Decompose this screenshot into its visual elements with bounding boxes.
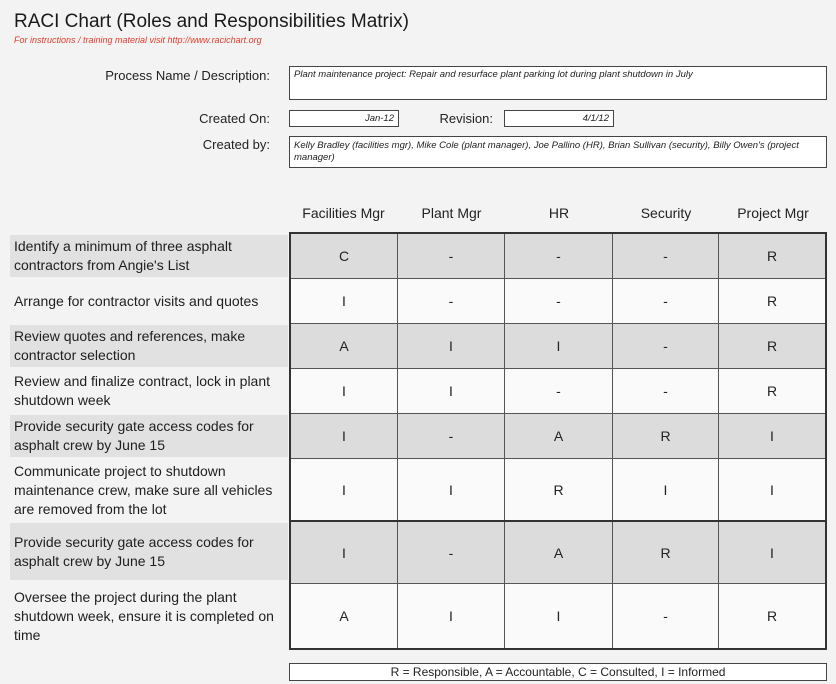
table-row [291, 522, 825, 584]
created-by-label: Created by: [202, 137, 270, 152]
raci-cell[interactable]: - [398, 414, 505, 458]
raci-cell[interactable]: R [766, 608, 778, 624]
created-by-field[interactable]: Kelly Bradley (facilities mgr), Mike Cole (plant manager), Joe Pallino (HR), Brian Sullivan (security), Billy Owen's (project manager) [289, 136, 827, 168]
task-label: Arrange for contractor visits and quotes [14, 292, 259, 309]
process-name-label: Process Name / Description: [105, 68, 270, 83]
table-row [291, 234, 825, 279]
raci-cell[interactable]: R [613, 414, 719, 458]
role-header-facilities: Facilities Mgr [302, 205, 385, 221]
raci-cell[interactable]: I [398, 459, 505, 520]
task-label: Review and finalize contract, lock in plant shutdown week [14, 373, 271, 408]
table-row [291, 459, 825, 522]
created-on-field[interactable]: Jan-12 [289, 110, 399, 127]
raci-cell[interactable]: - [398, 279, 505, 323]
raci-cell[interactable]: I [291, 279, 398, 323]
raci-cell[interactable]: - [505, 369, 613, 413]
raci-cell[interactable]: - [505, 279, 613, 323]
raci-cell[interactable]: I [770, 481, 774, 498]
task-label: Provide security gate access codes for asphalt crew by June 15 [10, 415, 288, 457]
task-label: Communicate project to shutdown maintenance crew, make sure all vehicles are removed from the lot [14, 462, 273, 517]
raci-cell[interactable]: - [613, 584, 719, 648]
role-header-plant: Plant Mgr [421, 205, 482, 221]
raci-cell[interactable]: - [398, 522, 505, 583]
task-label: Identify a minimum of three asphalt contractors from Angie's List [10, 235, 288, 277]
table-row [291, 324, 825, 369]
raci-cell[interactable]: R [505, 459, 613, 520]
table-row [291, 369, 825, 414]
raci-cell[interactable]: - [613, 369, 719, 413]
raci-legend: R = Responsible, A = Accountable, C = Consulted, I = Informed [289, 663, 827, 681]
raci-matrix [289, 232, 827, 650]
revision-label: Revision: [439, 111, 493, 126]
table-row [291, 414, 825, 459]
raci-cell[interactable]: R [766, 293, 778, 309]
raci-cell[interactable]: R [613, 522, 719, 583]
raci-cell[interactable]: R [766, 248, 778, 264]
raci-cell[interactable]: I [291, 459, 398, 520]
raci-cell[interactable]: I [398, 584, 505, 648]
process-name-field[interactable]: Plant maintenance project: Repair and resurface plant parking lot during plant shutdown in July [289, 66, 827, 100]
revision-field[interactable]: 4/1/12 [504, 110, 614, 127]
created-on-label: Created On: [199, 111, 270, 126]
raci-cell[interactable]: I [770, 428, 774, 444]
role-header-project: Project Mgr [737, 205, 809, 221]
raci-cell[interactable]: - [613, 234, 719, 278]
raci-cell[interactable]: A [291, 584, 398, 648]
raci-cell[interactable]: R [766, 383, 778, 399]
raci-cell[interactable]: I [505, 584, 613, 648]
raci-cell[interactable]: I [291, 414, 398, 458]
raci-cell[interactable]: I [398, 324, 505, 368]
table-row [291, 279, 825, 324]
raci-cell[interactable]: I [613, 459, 719, 520]
raci-cell[interactable]: I [770, 544, 774, 561]
raci-cell[interactable]: R [766, 338, 778, 354]
task-label: Review quotes and references, make contractor selection [10, 325, 288, 367]
raci-cell[interactable]: I [505, 324, 613, 368]
raci-cell[interactable]: - [613, 324, 719, 368]
page-title: RACI Chart (Roles and Responsibilities Matrix) [14, 11, 409, 32]
raci-cell[interactable]: I [291, 369, 398, 413]
raci-cell[interactable]: A [291, 324, 398, 368]
task-label: Oversee the project during the plant shutdown week, ensure it is completed on time [14, 588, 274, 643]
raci-cell[interactable]: - [505, 234, 613, 278]
raci-cell[interactable]: - [613, 279, 719, 323]
instructions-link[interactable]: For instructions / training material visit http://www.racichart.org [14, 35, 262, 45]
task-label: Provide security gate access codes for asphalt crew by June 15 [10, 523, 288, 580]
raci-cell[interactable]: I [291, 522, 398, 583]
raci-cell[interactable]: A [505, 414, 613, 458]
raci-cell[interactable]: A [505, 522, 613, 583]
role-header-hr: HR [548, 205, 570, 221]
raci-cell[interactable]: C [291, 234, 398, 278]
raci-cell[interactable]: I [398, 369, 505, 413]
raci-cell[interactable]: - [398, 234, 505, 278]
role-header-security: Security [640, 205, 692, 221]
table-row [291, 584, 825, 648]
